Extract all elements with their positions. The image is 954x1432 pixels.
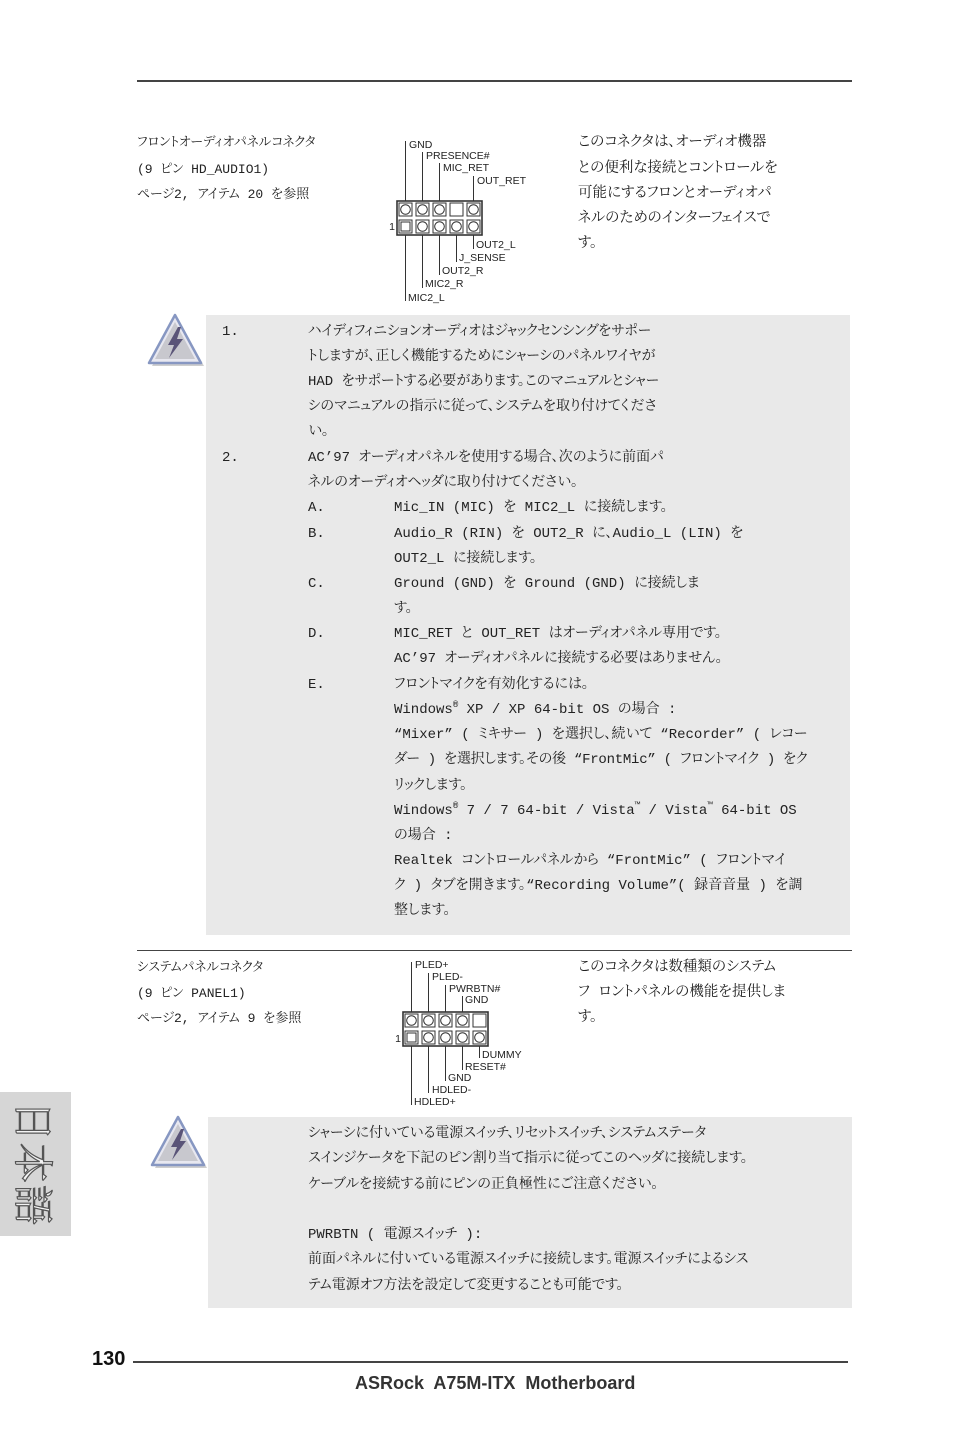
language-tab [0,1092,71,1236]
pin [452,222,462,232]
panel-description-line: このコネクタは数種類のシステム [578,960,776,976]
audio-connector-pins: (9 ピン HD_AUDIO1) [137,162,270,177]
panel-connector-reference: ページ2, アイテム 9 を参照 [137,1011,302,1026]
note-sub-line: ク ) タブを開きます。“Recording Volume”( 録音音量 ) を調 [394,878,803,894]
pin-1-marker: 1 [395,1033,401,1045]
audio-description-line: このコネクタは、オーディオ機器 [578,135,767,151]
pin [441,1016,451,1026]
pin [441,1033,451,1043]
note-sub-line: す。 [394,601,413,617]
audio-connector-title: フロントオーディオパネルコネクタ [137,135,316,150]
pin-label: PLED- [432,971,463,983]
pin-label: GND [448,1072,472,1084]
note-sub-line: Realtek コントロールパネルから “FrontMic” ( フロントマイ [394,853,786,869]
note-line: テム電源オフ方法を設定して変更することも可能です。 [308,1278,624,1294]
pin-label: HDLED- [432,1084,472,1096]
pin [418,222,428,232]
pin-label: DUMMY [482,1049,522,1061]
pin-label: J_SENSE [459,252,506,264]
pin-label: OUT_RET [477,175,527,187]
panel-description-line: フ ロントパネルの機能を提供しま [578,985,786,1001]
language-tab-label: 日本語 [9,1101,55,1227]
note-line: HAD をサポートする必要があります。このマニュアルとシャー [308,374,660,390]
note-sub-letter: D. [308,626,325,642]
pin-label: GND [409,139,433,151]
pin-label: PRESENCE# [426,150,490,162]
note-sub-letter: C. [308,576,325,592]
audio-description-line: ネルのためのインターフェイスで [578,211,771,227]
note-line: AC’97 オーディオパネルを使用する場合、次のように前面パ [308,450,665,466]
note-sub-letter: A. [308,500,325,516]
pin [469,222,479,232]
note-sub-line: OUT2_L に接続します。 [394,551,538,567]
pin-1-square [407,1033,416,1042]
pin [435,205,445,215]
pin [424,1016,434,1026]
pin [435,222,445,232]
windows-7-heading [394,801,797,821]
pin-cell-empty [450,203,463,216]
pin-header [397,201,482,235]
pin [424,1033,434,1043]
pin-1-marker: 1 [389,221,395,233]
audio-description-line: 可能にするフロンとオーディオパ [578,186,772,202]
note-sub-line: “Mixer” ( ミキサー ) を選択し、続いて “Recorder” ( レコー [394,727,808,743]
pin [458,1033,468,1043]
section-rule [137,950,852,951]
os-versions: 64-bit OS [712,803,797,819]
pin-label: MIC2_R [425,278,464,290]
pin-label: PLED+ [415,959,449,971]
note-sub-line: リックします。 [394,778,468,794]
audio-connector-reference: ページ2, アイテム 20 を参照 [137,187,310,202]
panel-connector-title: システムパネルコネクタ [137,960,264,975]
pin [469,205,479,215]
pin [407,1016,417,1026]
pin [401,205,411,215]
warning-icon [150,1114,210,1172]
pin-label: GND [465,994,489,1006]
note-sub-line: ダー ) を選択します。その後 “FrontMic” ( フロントマイク ) をク [394,752,808,768]
trademark-mark: ™ [707,801,713,811]
note-line: PWRBTN ( 電源スイッチ ): [308,1227,483,1243]
pin [458,1016,468,1026]
page-number: 130 [92,1348,126,1370]
system-panel-pin-diagram [392,955,532,1109]
panel-connector-pins: (9 ピン PANEL1) [137,986,246,1001]
note-sub-line: AC’97 オーディオパネルに接続する必要はありません。 [394,651,723,667]
note-sub-letter: B. [308,526,325,542]
pin-label: RESET# [465,1061,506,1073]
note-sub-line: Mic_IN (MIC) を MIC2_L に接続します。 [394,500,668,516]
pin-label: OUT2_R [442,265,484,277]
note-line: ケーブルを接続する前にピンの正負極性にご注意ください。 [308,1177,659,1193]
product-name: ASRock A75M-ITX Motherboard [355,1373,636,1393]
note-sub-line: Audio_R (RIN) を OUT2_R に、Audio_L (LIN) を [394,526,744,542]
pin-label: MIC_RET [443,162,490,174]
note-sub-line: MIC_RET と OUT_RET はオーディオパネル専用です。 [394,626,722,642]
note-line: トしますが、正しく機能するためにシャーシのパネルワイヤが [308,349,656,365]
pin-header [403,1012,488,1046]
note-line: ハイディフィニションオーディオはジャックセンシングをサポー [308,324,652,340]
note-line: シャーシに付いている電源スイッチ、リセットスイッチ、システムステータ [308,1126,707,1142]
note-line: スインジケータを下記のピン割り当て指示に従ってこのヘッダに接続します。 [308,1151,748,1167]
note-item-number: 1. [222,324,239,340]
note-sub-line: の場合 : [394,828,453,844]
note-line: い。 [308,424,329,440]
pin [418,205,428,215]
panel-description-line: す。 [578,1010,598,1026]
pin-1-square [401,222,410,231]
trademark-mark: ™ [634,801,641,811]
os-name: Windows [394,702,453,718]
registered-mark: ® [452,801,459,811]
hd-audio-pin-diagram [380,134,530,306]
note-line: シのマニュアルの指示に従って、システムを取り付けてくださ [308,399,657,415]
pin-label: MIC2_L [408,292,445,304]
registered-mark: ® [452,700,459,710]
os-versions: 7 / 7 64-bit / Vista [458,803,635,819]
footer-rule [133,1361,848,1363]
pin-label: HDLED+ [414,1096,456,1108]
os-versions: / Vista [640,803,708,819]
os-name: Windows [394,803,453,819]
note-sub-line: フロントマイクを有効化するには。 [394,677,589,693]
note-line: ネルのオーディオヘッダに取り付けてください。 [308,475,579,491]
pin-cell-empty [473,1014,486,1027]
windows-xp-heading [394,700,676,720]
os-versions: XP / XP 64-bit OS の場合 : [458,702,677,718]
audio-description-line: す。 [578,236,598,252]
note-line: 前面パネルに付いている電源スイッチに接続します。電源スイッチによるシス [308,1252,749,1268]
audio-description-line: との便利な接続とコントロールを [578,161,778,177]
note-sub-line: 整します。 [394,903,451,919]
pin [475,1033,485,1043]
pin-label: PWRBTN# [449,983,501,995]
top-rule [137,80,852,82]
pin-label: OUT2_L [476,239,516,251]
note-item-number: 2. [222,450,239,466]
note-sub-line: Ground (GND) を Ground (GND) に接続しま [394,576,700,592]
warning-icon [147,312,207,370]
note-sub-letter: E. [308,677,325,693]
